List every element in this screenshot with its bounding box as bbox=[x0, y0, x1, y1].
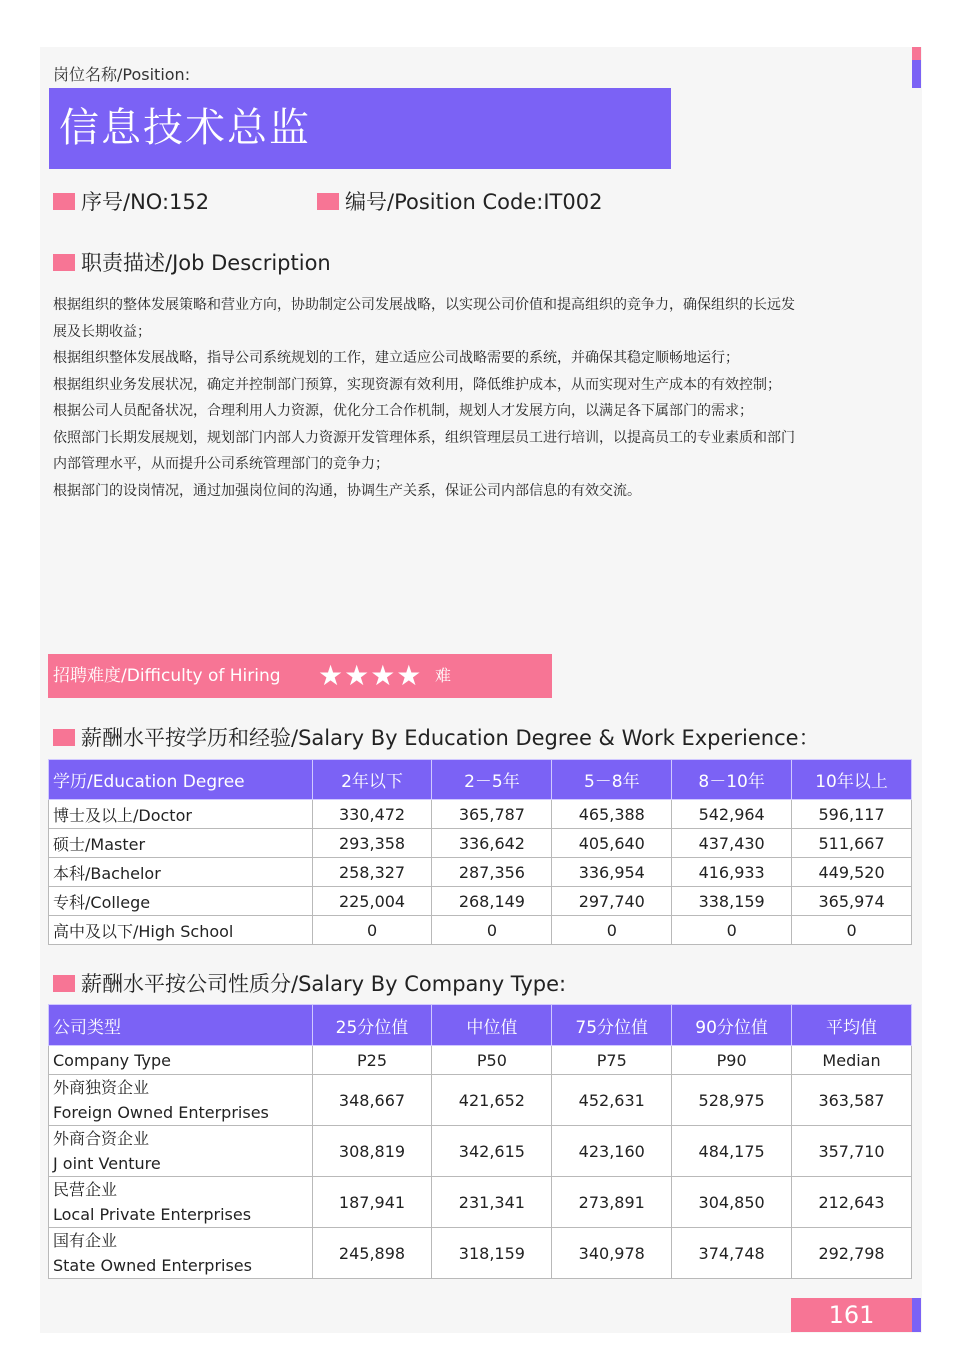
salary-cell: 357,710 bbox=[792, 1126, 912, 1177]
bullet-square-icon bbox=[317, 193, 339, 210]
salary-cell: 437,430 bbox=[672, 829, 792, 858]
row-label bbox=[49, 1177, 313, 1228]
column-header: 25分位值 bbox=[312, 1005, 432, 1046]
salary-cell: 365,974 bbox=[792, 887, 912, 916]
column-header: 2－5年 bbox=[432, 760, 552, 800]
column-header: 学历/Education Degree bbox=[49, 760, 313, 800]
salary-cell: 304,850 bbox=[672, 1177, 792, 1228]
column-header: 2年以下 bbox=[312, 760, 432, 800]
salary-cell: 542,964 bbox=[672, 800, 792, 829]
bullet-square-icon bbox=[53, 729, 75, 746]
salary-cell: 245,898 bbox=[312, 1228, 432, 1279]
row-label bbox=[49, 1126, 313, 1177]
table-row bbox=[49, 800, 912, 829]
salary-cell: 421,652 bbox=[432, 1075, 552, 1126]
company-type-en: J oint Venture bbox=[53, 1154, 161, 1173]
table-row bbox=[49, 887, 912, 916]
row-label: 硕士/Master bbox=[49, 829, 313, 858]
salary-cell: 465,388 bbox=[552, 800, 672, 829]
column-code: P75 bbox=[552, 1046, 672, 1075]
table-row bbox=[49, 1177, 912, 1228]
description-line: 依照部门长期发展规划，规划部门内部人力资源开发管理体系，组织管理层员工进行培训，以提高员工的专业素质和部门 bbox=[53, 429, 795, 446]
salary-cell: 348,667 bbox=[312, 1075, 432, 1126]
column-header: 中位值 bbox=[432, 1005, 552, 1046]
position-code: 编号/Position Code:IT002 bbox=[317, 186, 602, 216]
column-code: Median bbox=[792, 1046, 912, 1075]
salary-cell: 225,004 bbox=[312, 887, 432, 916]
company-type-en: Local Private Enterprises bbox=[53, 1205, 252, 1224]
row-label bbox=[49, 1075, 313, 1126]
salary-cell: 0 bbox=[312, 916, 432, 945]
table-row bbox=[49, 829, 912, 858]
description-line: 内部管理水平，从而提升公司系统管理部门的竞争力； bbox=[53, 456, 389, 472]
table-row bbox=[49, 1075, 912, 1126]
description-line: 根据组织整体发展战略，指导公司系统规划的工作，建立适应公司战略需要的系统，并确保其稳定顺畅地运行； bbox=[53, 350, 739, 366]
star-rating-icon: ★★★★ bbox=[318, 659, 423, 692]
table-row bbox=[49, 858, 912, 887]
hiring-difficulty-bar bbox=[48, 654, 552, 698]
salary-education-heading: 薪酬水平按学历和经验/Salary By Education Degree & Work Experience： bbox=[53, 722, 820, 752]
salary-cell: 0 bbox=[432, 916, 552, 945]
company-type-cn: 民营企业 bbox=[53, 1180, 118, 1199]
column-header: 5－8年 bbox=[552, 760, 672, 800]
company-type-cn: 国有企业 bbox=[53, 1231, 118, 1250]
table-row bbox=[49, 1126, 912, 1177]
salary-cell: 231,341 bbox=[432, 1177, 552, 1228]
job-description-text bbox=[53, 292, 913, 504]
row-label bbox=[49, 1228, 313, 1279]
salary-cell: 293,358 bbox=[312, 829, 432, 858]
description-line: 根据组织的整体发展策略和营业方向，协助制定公司发展战略，以实现公司价值和提高组织的竞争力，确保组织的长远发 bbox=[53, 297, 795, 313]
salary-cell: 258,327 bbox=[312, 858, 432, 887]
column-code: P25 bbox=[312, 1046, 432, 1075]
salary-cell: 363,587 bbox=[792, 1075, 912, 1126]
salary-cell: 423,160 bbox=[552, 1126, 672, 1177]
position-title: 信息技术总监 bbox=[49, 88, 671, 169]
description-line: 展及长期收益； bbox=[53, 323, 151, 340]
column-header: 10年以上 bbox=[792, 760, 912, 800]
salary-cell: 365,787 bbox=[432, 800, 552, 829]
column-code: P50 bbox=[432, 1046, 552, 1075]
salary-cell: 452,631 bbox=[552, 1075, 672, 1126]
column-header: 75分位值 bbox=[552, 1005, 672, 1046]
column-header: 平均值 bbox=[792, 1005, 912, 1046]
salary-cell: 297,740 bbox=[552, 887, 672, 916]
salary-cell: 287,356 bbox=[432, 858, 552, 887]
corner-accent bbox=[912, 47, 921, 88]
salary-cell: 374,748 bbox=[672, 1228, 792, 1279]
bullet-square-icon bbox=[53, 975, 75, 992]
difficulty-label: 招聘难度/Difficulty of Hiring bbox=[53, 666, 281, 686]
salary-cell: 0 bbox=[672, 916, 792, 945]
salary-cell: 342,615 bbox=[432, 1126, 552, 1177]
salary-cell: 416,933 bbox=[672, 858, 792, 887]
row-label: 本科/Bachelor bbox=[49, 858, 313, 887]
salary-cell: 292,798 bbox=[792, 1228, 912, 1279]
salary-education-table bbox=[48, 759, 912, 945]
company-type-cn: 外商独资企业 bbox=[53, 1078, 150, 1097]
salary-company-heading: 薪酬水平按公司性质分/Salary By Company Type: bbox=[53, 968, 566, 998]
table-row bbox=[49, 916, 912, 945]
page-number: 161 bbox=[791, 1298, 912, 1332]
column-code: P90 bbox=[672, 1046, 792, 1075]
salary-cell: 336,642 bbox=[432, 829, 552, 858]
salary-cell: 0 bbox=[552, 916, 672, 945]
serial-number: 序号/NO:152 bbox=[53, 186, 209, 216]
company-type-cn: 外商合资企业 bbox=[53, 1129, 150, 1148]
difficulty-level: 难 bbox=[435, 666, 452, 685]
salary-cell: 187,941 bbox=[312, 1177, 432, 1228]
page-number-accent bbox=[912, 1298, 921, 1332]
salary-cell: 308,819 bbox=[312, 1126, 432, 1177]
salary-cell: 273,891 bbox=[552, 1177, 672, 1228]
row-label: 博士及以上/Doctor bbox=[49, 800, 313, 829]
salary-cell: 528,975 bbox=[672, 1075, 792, 1126]
column-header: 公司类型 bbox=[49, 1005, 313, 1046]
column-header: 90分位值 bbox=[672, 1005, 792, 1046]
description-line: 根据组织业务发展状况，确定并控制部门预算，实现资源有效利用，降低维护成本，从而实现对生产成本的有效控制； bbox=[53, 376, 781, 393]
company-type-en: State Owned Enterprises bbox=[53, 1256, 252, 1275]
salary-cell: 338,159 bbox=[672, 887, 792, 916]
column-header: 8－10年 bbox=[672, 760, 792, 800]
salary-cell: 596,117 bbox=[792, 800, 912, 829]
salary-cell: 449,520 bbox=[792, 858, 912, 887]
salary-cell: 212,643 bbox=[792, 1177, 912, 1228]
row-label: Company Type bbox=[49, 1046, 313, 1075]
salary-cell: 330,472 bbox=[312, 800, 432, 829]
description-line: 根据公司人员配备状况，合理利用人力资源，优化分工合作机制，规划人才发展方向，以满足各下属部门的需求； bbox=[53, 403, 753, 419]
row-label: 专科/College bbox=[49, 887, 313, 916]
row-label: 高中及以下/High School bbox=[49, 916, 313, 945]
salary-cell: 336,954 bbox=[552, 858, 672, 887]
bullet-square-icon bbox=[53, 254, 75, 271]
salary-cell: 405,640 bbox=[552, 829, 672, 858]
position-label: 岗位名称/Position: bbox=[53, 65, 191, 84]
job-description-heading: 职责描述/Job Description bbox=[53, 247, 331, 277]
table-row bbox=[49, 1228, 912, 1279]
salary-cell: 0 bbox=[792, 916, 912, 945]
bullet-square-icon bbox=[53, 193, 75, 210]
salary-cell: 511,667 bbox=[792, 829, 912, 858]
salary-cell: 484,175 bbox=[672, 1126, 792, 1177]
salary-cell: 340,978 bbox=[552, 1228, 672, 1279]
description-line: 根据部门的设岗情况，通过加强岗位间的沟通，协调生产关系，保证公司内部信息的有效交流。 bbox=[53, 482, 641, 499]
salary-cell: 318,159 bbox=[432, 1228, 552, 1279]
salary-cell: 268,149 bbox=[432, 887, 552, 916]
company-type-en: Foreign Owned Enterprises bbox=[53, 1103, 269, 1122]
table-row bbox=[49, 1046, 912, 1075]
salary-company-table bbox=[48, 1004, 912, 1279]
